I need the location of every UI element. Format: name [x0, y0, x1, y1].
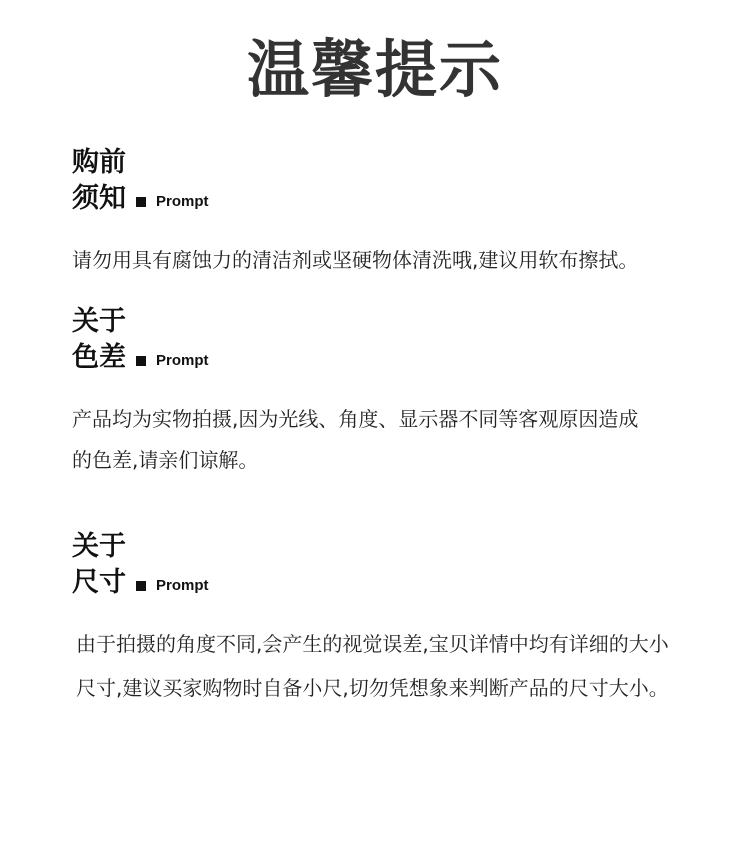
square-bullet-icon [136, 197, 146, 207]
heading-line-1: 关于 [72, 306, 126, 337]
prompt-tag [136, 344, 209, 377]
prompt-tag [136, 569, 209, 602]
prompt-label: Prompt [156, 352, 209, 369]
prompt-label: Prompt [156, 577, 209, 594]
heading-row [72, 179, 722, 218]
heading-line-2: 色差 [72, 342, 126, 373]
heading-line-1: 关于 [72, 531, 126, 562]
prompt-label: Prompt [156, 193, 209, 210]
section-heading [72, 305, 722, 377]
heading-line-2: 须知 [72, 183, 126, 214]
section-size [72, 530, 722, 710]
section-body: 请勿用具有腐蚀力的清洁剂或坚硬物体清洗哦,建议用软布擦拭。 [72, 248, 639, 272]
heading-line-2: 尺寸 [72, 567, 126, 598]
section-before-purchase [72, 146, 722, 280]
prompt-tag [136, 185, 209, 218]
square-bullet-icon [136, 581, 146, 591]
section-heading [72, 530, 722, 602]
section-body: 由于拍摄的角度不同,会产生的视觉误差,宝贝详情中均有详细的大小 尺寸,建议买家购物时自备小尺,切勿凭想象来判断产品的尺寸大小。 [76, 632, 669, 700]
heading-row [72, 338, 722, 377]
section-color-difference [72, 305, 722, 481]
heading-line-1: 购前 [72, 147, 126, 178]
heading-row [72, 563, 722, 602]
square-bullet-icon [136, 356, 146, 366]
page-title: 温馨提示 [246, 33, 503, 106]
section-heading [72, 146, 722, 218]
section-body: 产品均为实物拍摄,因为光线、角度、显示器不同等客观原因造成 的色差,请亲们谅解。 [72, 407, 639, 472]
